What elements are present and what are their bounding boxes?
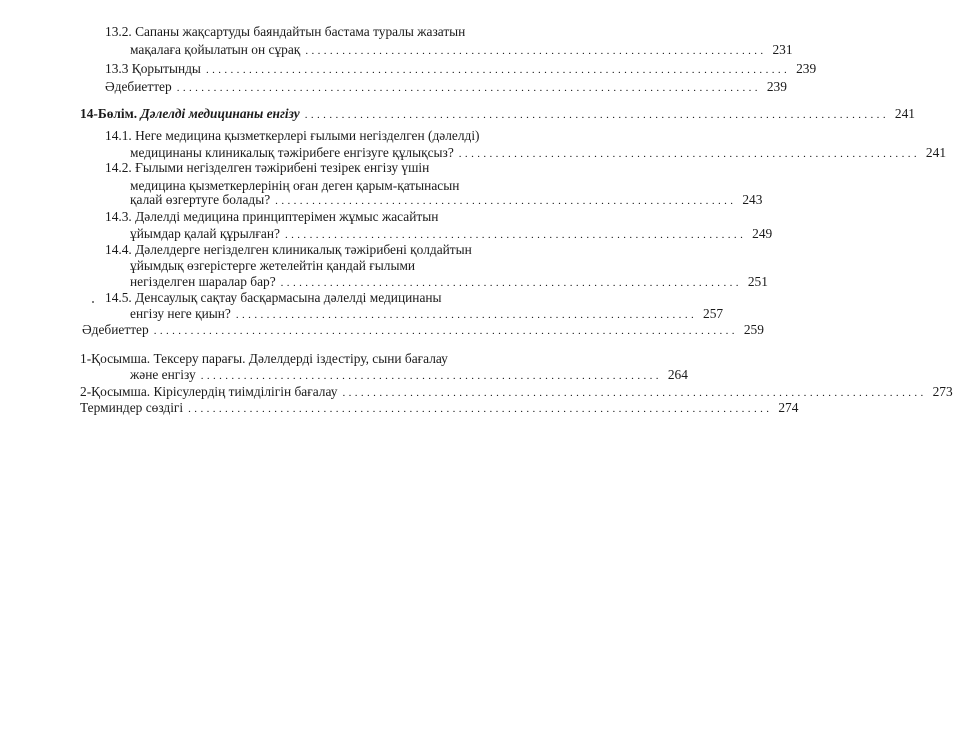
toc-entry-14-4-line1: 14.4. Дәлелдерге негізделген клиникалық тәжірибені қолдайтын — [105, 242, 472, 257]
toc-entry-14-4[interactable] — [130, 274, 768, 291]
toc-entry-text: 13.3 Қорытынды — [105, 61, 201, 76]
toc-entry-text: қалай өзгертуге болады? — [130, 192, 271, 207]
toc-appendix-1[interactable] — [130, 367, 688, 384]
toc-entry-13-3[interactable] — [105, 61, 817, 78]
dot-leader: ........................................................................... — [284, 229, 747, 241]
toc-page-number: 251 — [747, 274, 768, 289]
toc-page-number: 231 — [772, 42, 793, 57]
toc-entry-text: Терминдер сөздігі — [80, 400, 184, 415]
toc-entry-14-2-line1: 14.2. Ғылыми негізделген тәжірибені тезірек енгізу үшін — [105, 160, 430, 175]
toc-chapter-14[interactable] — [80, 106, 915, 123]
toc-page-number: 264 — [667, 367, 688, 382]
dot-leader: ........................................................................... — [275, 195, 737, 207]
toc-page-number: 273 — [932, 384, 953, 399]
toc-entry-13-2-line1: 13.2. Сапаны жақсартуды баяндайтын бастама туралы жазатын — [105, 24, 466, 39]
dot-leader: ........................................................................... — [280, 277, 742, 289]
toc-page-number: 257 — [703, 306, 724, 321]
toc-entry-14-5-line1: 14.5. Денсаулық сақтау басқармасына дәлелді медицинаны — [105, 290, 442, 305]
toc-entry-text: Әдебиеттер — [82, 322, 149, 337]
toc-page-number: 239 — [766, 79, 787, 94]
toc-entry-14-4-line2: ұйымдық өзгерістерге жетелейтін қандай ғылыми — [130, 258, 416, 273]
toc-page-number: 249 — [752, 226, 773, 241]
toc-page-number: 259 — [743, 322, 764, 337]
toc-entry-text: медицинаны клиникалық тәжірибеге енгізуге құлықсыз? — [130, 145, 454, 160]
toc-appendix-2[interactable] — [80, 384, 953, 401]
toc-entry-13-2[interactable] — [130, 42, 793, 59]
toc-page-number: 241 — [894, 106, 915, 121]
toc-entry-14-1-line1: 14.1. Неге медицина қызметкерлері ғылыми негізделген (дәлелді) — [105, 128, 480, 143]
dot-leader: ........................................................................... — [235, 309, 698, 321]
dot-leader: ........................................................................... — [305, 45, 767, 57]
toc-page-number: 239 — [796, 61, 817, 76]
dot-leader: ............................................................................................... — [304, 109, 889, 121]
chapter-number: 14-Бөлім. — [80, 106, 138, 121]
dot-leader: ............................................................................................... — [176, 82, 761, 94]
toc-entry-14-2-line2: медицина қызметкерлерінің оған деген қарым-қатынасын — [130, 178, 460, 193]
dot-leader: ........................................................................... — [200, 370, 662, 382]
toc-entry-14-references[interactable] — [82, 322, 764, 339]
toc-appendix-1-line1: 1-Қосымша. Тексеру парағы. Дәлелдерді іздестіру, сыни бағалау — [80, 351, 448, 366]
toc-entry-text: және енгізу — [130, 367, 196, 382]
toc-entry-text: негізделген шаралар бар? — [130, 274, 276, 289]
toc-entry-text: енгізу неге қиын? — [130, 306, 231, 321]
dot-leader: ............................................................................................... — [188, 403, 773, 415]
dot-leader: ........................................................................... — [458, 148, 921, 160]
toc-entry-14-3[interactable] — [130, 226, 773, 243]
toc-page-number: 274 — [778, 400, 799, 415]
toc-entry-text: 2-Қосымша. Кірісулердің тиімділігін бағалау — [80, 384, 338, 399]
toc-entry-14-3-line1: 14.3. Дәлелді медицина принциптерімен жұмыс жасайтын — [105, 209, 439, 224]
toc-entry-13-references[interactable] — [105, 79, 787, 96]
chapter-title: Дәлелді медицинаны енгізу — [140, 106, 300, 121]
dot-leader: ............................................................................................... — [153, 325, 738, 337]
toc-entry-14-2[interactable] — [130, 192, 763, 209]
print-speck — [92, 301, 94, 303]
dot-leader: ............................................................................................... — [205, 64, 791, 76]
toc-page-number: 243 — [742, 192, 763, 207]
toc-glossary[interactable] — [80, 400, 799, 417]
toc-entry-text: Әдебиеттер — [105, 79, 172, 94]
toc-page-number: 241 — [925, 145, 947, 160]
toc-entry-text: ұйымдар қалай құрылған? — [130, 226, 280, 241]
toc-entry-text: мақалаға қойылатын он сұрақ — [130, 42, 301, 57]
dot-leader: ............................................................................................... — [342, 387, 927, 399]
toc-entry-14-5[interactable] — [130, 306, 724, 323]
